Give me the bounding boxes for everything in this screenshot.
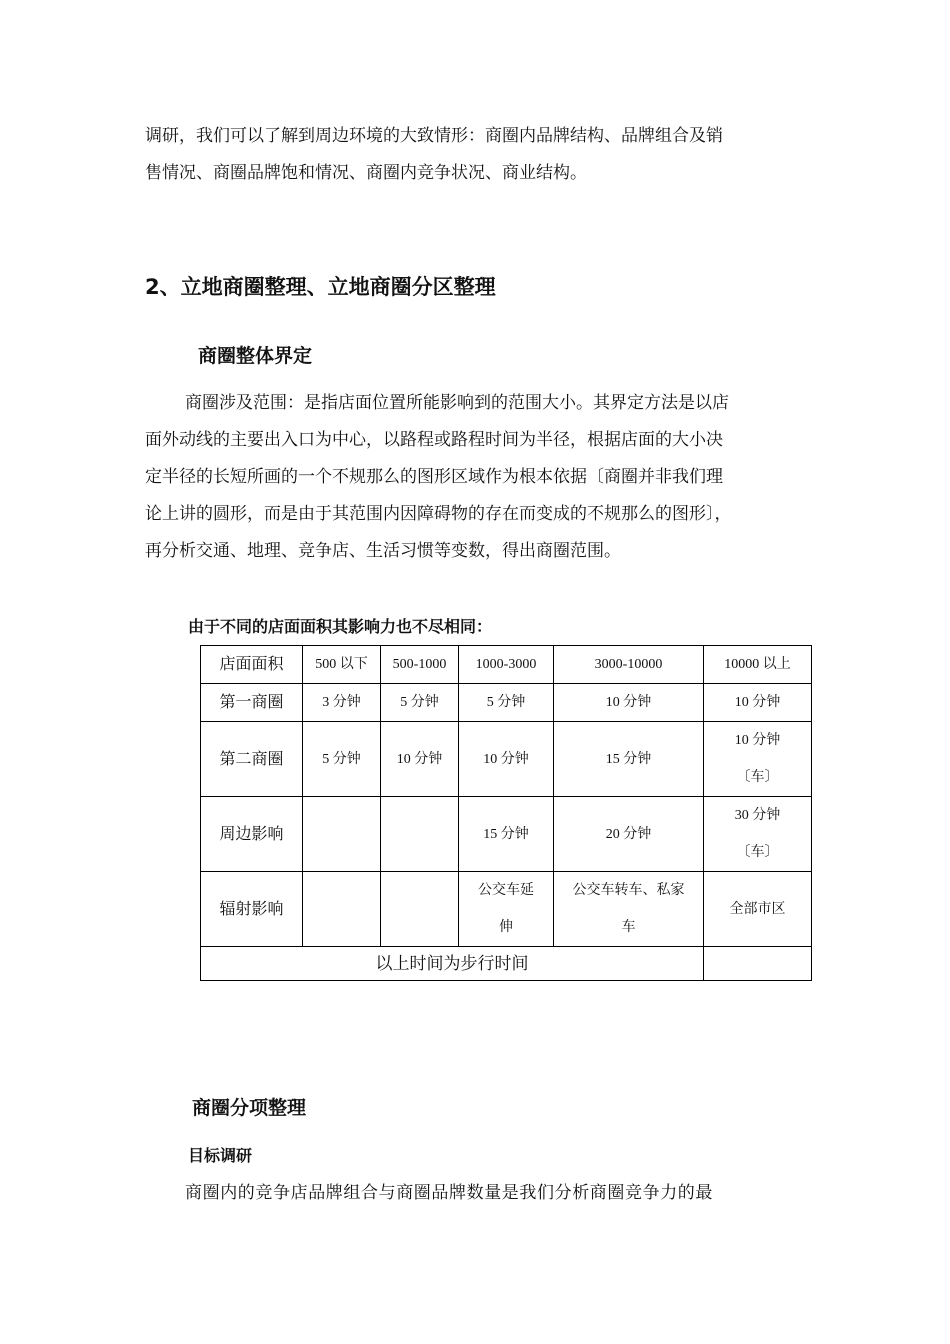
cell-line: 〔车〕: [736, 770, 779, 785]
table-cell: 10 分钟: [459, 722, 554, 797]
table-cell: [704, 947, 812, 981]
intro-line-1: 调研，我们可以了解到周边环境的大致情形：商圈内品牌结构、品牌组合及销: [145, 126, 723, 146]
influence-table: [200, 645, 812, 981]
table-note-row: [201, 947, 812, 981]
table-cell: 10 分钟: [704, 684, 812, 722]
subsection-heading-boundary: 商圈整体界定: [198, 345, 313, 367]
table-cell: 15 分钟: [459, 797, 554, 872]
table-cell: 3 分钟: [303, 684, 381, 722]
table-cell: 20 分钟: [554, 797, 704, 872]
boundary-paragraph-line-4: 论上讲的圆形，而是由于其范围内因障碍物的存在而变成的不规那么的图形〕，: [145, 504, 732, 524]
table-header-row: [201, 646, 812, 684]
target-research-paragraph: 商圈内的竞争店品牌组合与商圈品牌数量是我们分析商圈竞争力的最: [185, 1183, 713, 1203]
target-research-heading: 目标调研: [188, 1146, 253, 1165]
table-cell: 5 分钟: [381, 684, 459, 722]
row-label: 辐射影响: [201, 872, 303, 947]
table-cell: 15 分钟: [554, 722, 704, 797]
table-cell: [303, 797, 381, 872]
table-cell: 5 分钟: [303, 722, 381, 797]
row-label: 周边影响: [201, 797, 303, 872]
table-cell: [381, 797, 459, 872]
cell-line: 车: [621, 920, 636, 935]
cell-line: 〔车〕: [736, 845, 779, 860]
table-row: [201, 797, 812, 872]
cell-line: 10 分钟: [734, 733, 781, 748]
table-cell: [554, 872, 704, 947]
subsection-heading-itemized: 商圈分项整理: [192, 1097, 307, 1119]
table-cell: 10 分钟: [381, 722, 459, 797]
cell-line: 伸: [499, 920, 513, 935]
cell-line: 30 分钟: [734, 808, 781, 823]
boundary-paragraph-line-5: 再分析交通、地理、竞争店、生活习惯等变数，得出商圈范围。: [145, 541, 621, 561]
table-cell: 5 分钟: [459, 684, 554, 722]
header-cell: 500-1000: [381, 646, 459, 684]
boundary-paragraph-line-3: 定半径的长短所画的一个不规那么的图形区域作为根本依据〔商圈并非我们理: [145, 467, 723, 487]
section-heading: 2、立地商圈整理、立地商圈分区整理: [145, 275, 496, 299]
header-cell: 500 以下: [303, 646, 381, 684]
intro-line-2: 售情况、商圈品牌饱和情况、商圈内竞争状况、商业结构。: [145, 163, 587, 183]
table-row: [201, 722, 812, 797]
boundary-paragraph-line-2: 面外动线的主要出入口为中心，以路程或路程时间为半径，根据店面的大小决: [145, 430, 723, 450]
table-cell: [704, 722, 812, 797]
row-label: 第一商圈: [201, 684, 303, 722]
table-caption: 由于不同的店面面积其影响力也不尽相同：: [188, 617, 493, 636]
cell-line: 公交车转车、私家: [572, 883, 685, 898]
table-row: [201, 684, 812, 722]
boundary-paragraph-line-1: 商圈涉及范围：是指店面位置所能影响到的范围大小。其界定方法是以店: [185, 393, 729, 413]
cell-line: 公交车延: [478, 883, 534, 898]
header-cell: 3000-10000: [554, 646, 704, 684]
table-row: [201, 872, 812, 947]
table-cell: 全部市区: [704, 872, 812, 947]
table-cell: 10 分钟: [554, 684, 704, 722]
table-cell: [459, 872, 554, 947]
header-cell: 店面面积: [201, 646, 303, 684]
table-cell: [303, 872, 381, 947]
table-cell: [704, 797, 812, 872]
header-cell: 10000 以上: [704, 646, 812, 684]
table-cell: [381, 872, 459, 947]
table-note: 以上时间为步行时间: [201, 947, 704, 981]
header-cell: 1000-3000: [459, 646, 554, 684]
row-label: 第二商圈: [201, 722, 303, 797]
